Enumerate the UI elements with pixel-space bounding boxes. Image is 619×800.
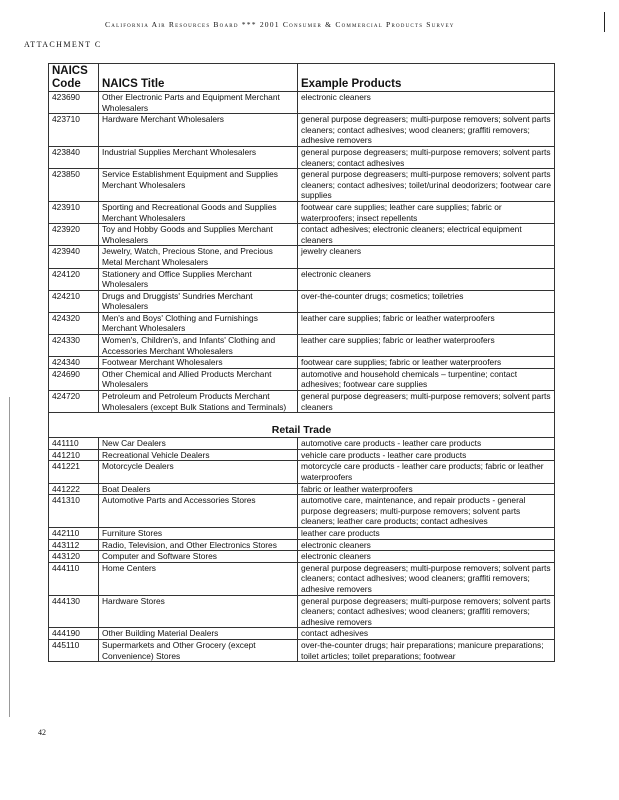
naics-code: 443112: [49, 539, 99, 551]
naics-code: 445110: [49, 639, 99, 661]
naics-title: Home Centers: [99, 562, 298, 595]
table-row: [49, 335, 555, 357]
example-products: contact adhesives; electronic cleaners; electrical equipment cleaners: [298, 224, 555, 246]
example-products: over-the-counter drugs; cosmetics; toiletries: [298, 290, 555, 312]
example-products: general purpose degreasers; multi-purpose removers; solvent parts cleaners; contact adhesives; wood cleaners; graffiti removers; adhesive removers: [298, 595, 555, 628]
attachment-label: ATTACHMENT C: [24, 40, 102, 49]
naics-title: Men's and Boys' Clothing and Furnishings Merchant Wholesalers: [99, 312, 298, 334]
naics-title: Footwear Merchant Wholesalers: [99, 357, 298, 369]
example-products: motorcycle care products - leather care products; fabric or leather waterproofers: [298, 461, 555, 483]
example-products: electronic cleaners: [298, 268, 555, 290]
naics-code: 441221: [49, 461, 99, 483]
naics-code: 444130: [49, 595, 99, 628]
table-row: [49, 224, 555, 246]
margin-mark: [604, 12, 605, 32]
naics-code: 444110: [49, 562, 99, 595]
naics-title: Stationery and Office Supplies Merchant Wholesalers: [99, 268, 298, 290]
table-row: [49, 527, 555, 539]
naics-title: Hardware Merchant Wholesalers: [99, 114, 298, 147]
naics-title: Industrial Supplies Merchant Wholesalers: [99, 146, 298, 168]
running-header: California Air Resources Board *** 2001 Consumer & Commercial Products Survey: [105, 20, 455, 29]
naics-code: 444190: [49, 628, 99, 640]
col-header-title: NAICS Title: [99, 64, 298, 92]
example-products: contact adhesives: [298, 628, 555, 640]
table-row: [49, 438, 555, 450]
naics-code: 441222: [49, 483, 99, 495]
naics-title: Furniture Stores: [99, 527, 298, 539]
table-row: [49, 639, 555, 661]
naics-code: 441210: [49, 449, 99, 461]
naics-title: Other Chemical and Allied Products Merchant Wholesalers: [99, 368, 298, 390]
example-products: general purpose degreasers; multi-purpose removers; solvent parts cleaners; contact adhesives; wood cleaners; graffiti removers; adhesive removers: [298, 562, 555, 595]
table-row: [49, 551, 555, 563]
example-products: electronic cleaners: [298, 92, 555, 114]
example-products: leather care supplies; fabric or leather waterproofers: [298, 335, 555, 357]
section-heading-row: [49, 413, 555, 438]
example-products: general purpose degreasers; multi-purpose removers; solvent parts cleaners; contact adhesives; toilet/urinal deodorizers; footwear care supplies: [298, 169, 555, 202]
naics-code: 424320: [49, 312, 99, 334]
naics-code: 423690: [49, 92, 99, 114]
naics-title: Recreational Vehicle Dealers: [99, 449, 298, 461]
example-products: automotive care products - leather care products: [298, 438, 555, 450]
naics-code: 424120: [49, 268, 99, 290]
table-row: [49, 92, 555, 114]
table-row: [49, 483, 555, 495]
table-row: [49, 461, 555, 483]
example-products: jewelry cleaners: [298, 246, 555, 268]
example-products: electronic cleaners: [298, 539, 555, 551]
section-heading-retail: Retail Trade: [49, 413, 555, 438]
table-row: [49, 146, 555, 168]
naics-code: 442110: [49, 527, 99, 539]
col-header-products: Example Products: [298, 64, 555, 92]
naics-code: 424720: [49, 391, 99, 413]
example-products: footwear care supplies; fabric or leather waterproofers: [298, 357, 555, 369]
table-row: [49, 368, 555, 390]
naics-title: Boat Dealers: [99, 483, 298, 495]
naics-title: Service Establishment Equipment and Supplies Merchant Wholesalers: [99, 169, 298, 202]
example-products: vehicle care products - leather care products: [298, 449, 555, 461]
naics-table: [48, 63, 555, 662]
naics-code: 441110: [49, 438, 99, 450]
example-products: general purpose degreasers; multi-purpose removers; solvent parts cleaners; contact adhesives: [298, 146, 555, 168]
naics-title: Supermarkets and Other Grocery (except Convenience) Stores: [99, 639, 298, 661]
table-header-row: [49, 64, 555, 92]
naics-code: 423850: [49, 169, 99, 202]
naics-title: Drugs and Druggists' Sundries Merchant Wholesalers: [99, 290, 298, 312]
naics-title: Petroleum and Petroleum Products Merchant Wholesalers (except Bulk Stations and Terminals): [99, 391, 298, 413]
table-row: [49, 201, 555, 223]
table-row: [49, 268, 555, 290]
example-products: automotive and household chemicals – turpentine; contact adhesives; footwear care supplies: [298, 368, 555, 390]
example-products: over-the-counter drugs; hair preparations; manicure preparations; toilet articles; toilet preparations; footwear: [298, 639, 555, 661]
naics-code: 441310: [49, 495, 99, 528]
naics-title: Jewelry, Watch, Precious Stone, and Precious Metal Merchant Wholesalers: [99, 246, 298, 268]
example-products: fabric or leather waterproofers: [298, 483, 555, 495]
naics-code: 423710: [49, 114, 99, 147]
scan-edge-line: [9, 397, 10, 717]
table-row: [49, 114, 555, 147]
naics-title: Hardware Stores: [99, 595, 298, 628]
table-row: [49, 290, 555, 312]
table-row: [49, 391, 555, 413]
naics-code: 424690: [49, 368, 99, 390]
naics-title: Sporting and Recreational Goods and Supplies Merchant Wholesalers: [99, 201, 298, 223]
naics-code: 423910: [49, 201, 99, 223]
retail-rows: [49, 438, 555, 662]
table-row: [49, 357, 555, 369]
naics-code: 423840: [49, 146, 99, 168]
page-number: 42: [38, 728, 46, 737]
table-row: [49, 562, 555, 595]
example-products: general purpose degreasers; multi-purpose removers; solvent parts cleaners: [298, 391, 555, 413]
table-row: [49, 312, 555, 334]
naics-title: Automotive Parts and Accessories Stores: [99, 495, 298, 528]
example-products: electronic cleaners: [298, 551, 555, 563]
naics-title: Radio, Television, and Other Electronics Stores: [99, 539, 298, 551]
table-row: [49, 449, 555, 461]
naics-code: 443120: [49, 551, 99, 563]
naics-title: Other Building Material Dealers: [99, 628, 298, 640]
retail-section: [49, 413, 555, 438]
table-row: [49, 495, 555, 528]
naics-code: 424340: [49, 357, 99, 369]
example-products: leather care products: [298, 527, 555, 539]
table-row: [49, 246, 555, 268]
table-row: [49, 539, 555, 551]
col-header-code-line2: Code: [52, 77, 81, 90]
wholesale-rows: [49, 92, 555, 413]
naics-code: 423920: [49, 224, 99, 246]
table-row: [49, 628, 555, 640]
table-row: [49, 169, 555, 202]
naics-code: 423940: [49, 246, 99, 268]
col-header-code-line1: NAICS: [52, 65, 88, 77]
naics-title: Other Electronic Parts and Equipment Merchant Wholesalers: [99, 92, 298, 114]
example-products: general purpose degreasers; multi-purpose removers; solvent parts cleaners; contact adhesives; wood cleaners; graffiti removers; adhesive removers: [298, 114, 555, 147]
naics-title: New Car Dealers: [99, 438, 298, 450]
table-row: [49, 595, 555, 628]
naics-title: Toy and Hobby Goods and Supplies Merchant Wholesalers: [99, 224, 298, 246]
naics-title: Women's, Children's, and Infants' Clothing and Accessories Merchant Wholesalers: [99, 335, 298, 357]
col-header-code: [49, 64, 99, 92]
naics-code: 424330: [49, 335, 99, 357]
naics-code: 424210: [49, 290, 99, 312]
example-products: footwear care supplies; leather care supplies; fabric or waterproofers; insect repellents: [298, 201, 555, 223]
naics-title: Computer and Software Stores: [99, 551, 298, 563]
naics-title: Motorcycle Dealers: [99, 461, 298, 483]
example-products: leather care supplies; fabric or leather waterproofers: [298, 312, 555, 334]
example-products: automotive care, maintenance, and repair products - general purpose degreasers; multi-purpose removers; solvent parts cleaners; leather care products; contact adhesives: [298, 495, 555, 528]
